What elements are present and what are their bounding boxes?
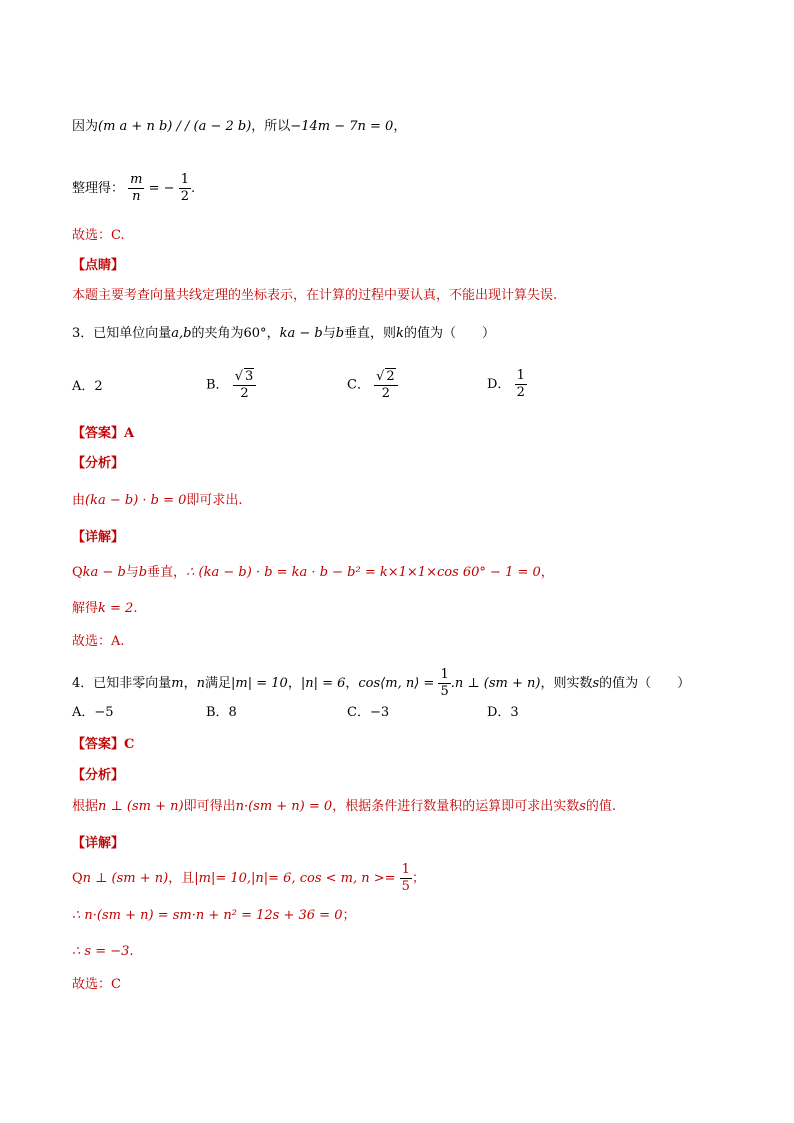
math: s xyxy=(579,799,586,814)
text: 垂直， xyxy=(147,565,187,580)
fraction xyxy=(515,368,527,401)
q4-stem xyxy=(72,667,690,700)
text: ， xyxy=(266,326,280,341)
q3-answer: 【答案】A xyxy=(72,426,135,441)
text: . xyxy=(129,944,134,959)
text: ， xyxy=(287,676,301,691)
math: n xyxy=(196,676,205,691)
math: |n| = 6 xyxy=(300,676,346,691)
denominator: 2 xyxy=(381,386,391,401)
math: |m|= 10,|n|= 6, cos < m, n >= xyxy=(194,871,396,886)
numerator: 1 xyxy=(440,667,449,682)
text: ， xyxy=(345,676,359,691)
q3-option-c xyxy=(347,368,398,402)
denominator: n xyxy=(132,189,141,204)
numerator: 1 xyxy=(180,172,189,187)
text: Q xyxy=(72,565,83,580)
denominator: 2 xyxy=(180,189,189,204)
math: n ⊥ (sm + n) xyxy=(98,799,184,814)
text: 的值为（ ） xyxy=(403,326,495,341)
math: ∴ (ka − b) · b = ka · b − b² = k×1×1×cos 60° − 1 = 0 xyxy=(186,565,541,580)
numerator: 1 xyxy=(401,862,410,877)
text: 的值为（ ） xyxy=(599,676,691,691)
text: ， xyxy=(540,565,554,580)
text: ，且 xyxy=(168,871,195,886)
solution2-line1 xyxy=(72,117,406,137)
q3-option-d xyxy=(487,368,527,401)
math: k xyxy=(396,326,404,341)
vector-parallel-expression: (m a + n b) / / (a − 2 b) xyxy=(98,119,252,134)
text: ，所以 xyxy=(251,119,291,134)
numerator: √ 2 xyxy=(374,368,398,386)
math: ka − b xyxy=(82,565,126,580)
option-label: A． xyxy=(72,379,95,394)
math: ka − b xyxy=(279,326,323,341)
text: 整理得： xyxy=(72,181,125,196)
q3-stem xyxy=(72,324,495,344)
text: 的值. xyxy=(585,799,617,814)
text: ； xyxy=(411,871,425,886)
q3-option-b xyxy=(206,368,256,402)
text: ， xyxy=(183,676,197,691)
text: ， xyxy=(393,119,407,134)
numerator: 1 xyxy=(516,368,525,383)
text: 因为 xyxy=(72,119,99,134)
q4-option-c: C．−3 xyxy=(347,705,390,720)
q4-detail-line1 xyxy=(72,862,425,895)
option-value: 2 xyxy=(94,379,103,394)
fraction xyxy=(179,172,191,205)
denominator: 2 xyxy=(516,385,525,400)
numerator: √ 3 xyxy=(233,368,257,386)
math: cos⟨m, n⟩ = xyxy=(358,676,435,691)
solution2-line2 xyxy=(72,172,195,205)
math: n ⊥ (sm + n) xyxy=(454,676,541,691)
fraction xyxy=(233,368,257,402)
math: b xyxy=(138,565,148,580)
equation: −14m − 7n = 0 xyxy=(290,119,394,134)
text: ，则实数 xyxy=(540,676,593,691)
math: n ⊥ (sm + n) xyxy=(82,871,169,886)
q4-detail-heading: 【详解】 xyxy=(72,836,125,851)
option-label: C． xyxy=(347,377,370,393)
radicand: 2 xyxy=(386,369,395,384)
text: . xyxy=(190,181,196,196)
q4-detail-line3 xyxy=(72,942,134,962)
math: ∴ n·(sm + n) = sm·n + n² = 12s + 36 = 0 xyxy=(72,908,343,923)
text: 与 xyxy=(322,326,336,341)
equals: = − xyxy=(148,181,175,196)
text: 4．已知非零向量 xyxy=(72,676,172,691)
solution2-choice: 故选：C. xyxy=(72,228,125,243)
q4-choice: 故选：C xyxy=(72,977,121,992)
fraction xyxy=(128,172,144,205)
denominator: 5 xyxy=(440,684,449,699)
text: Q xyxy=(72,871,83,886)
q3-analysis xyxy=(72,491,243,511)
text: ，根据条件进行数量积的运算即可求出实数 xyxy=(332,799,580,814)
q4-option-a: A．−5 xyxy=(72,705,114,720)
math: a,b xyxy=(171,326,192,341)
math: s xyxy=(592,676,600,691)
q3-analysis-heading: 【分析】 xyxy=(72,456,125,471)
text: 由 xyxy=(72,493,86,508)
text: 满足 xyxy=(205,676,232,691)
q4-analysis-heading: 【分析】 xyxy=(72,768,125,783)
math: m xyxy=(171,676,184,691)
denominator: 5 xyxy=(401,879,410,894)
text: . xyxy=(133,601,138,616)
math: ∴ s = −3 xyxy=(72,944,130,959)
numerator: m xyxy=(130,172,143,187)
q4-option-d: D．3 xyxy=(487,705,519,720)
q3-detail-line1 xyxy=(72,563,554,583)
q3-detail-line2 xyxy=(72,599,137,619)
q4-analysis xyxy=(72,797,616,817)
text: ； xyxy=(342,908,356,923)
text: 与 xyxy=(125,565,139,580)
q3-option-a xyxy=(72,377,103,397)
q3-choice: 故选：A. xyxy=(72,634,125,649)
fraction xyxy=(438,667,450,700)
math: |m| = 10 xyxy=(231,676,288,691)
math: k = 2 xyxy=(98,601,134,616)
option-label: B． xyxy=(206,377,229,393)
math: n·(sm + n) = 0 xyxy=(235,799,333,814)
text: . xyxy=(450,676,455,691)
q3-detail-heading: 【详解】 xyxy=(72,530,125,545)
q4-answer: 【答案】C xyxy=(72,737,135,752)
text: 的夹角为 xyxy=(191,326,244,341)
q4-option-b: B．8 xyxy=(206,705,237,720)
math: 60° xyxy=(243,326,267,341)
option-label: D． xyxy=(487,377,511,392)
math: b xyxy=(335,326,345,341)
denominator: 2 xyxy=(240,386,249,401)
q4-detail-line2 xyxy=(72,906,356,926)
math: (ka − b) · b = 0 xyxy=(85,493,187,508)
fraction xyxy=(400,862,412,895)
text: 即可得出 xyxy=(183,799,236,814)
radicand: 3 xyxy=(245,369,254,384)
text: 垂直，则 xyxy=(344,326,397,341)
note-heading: 【点睛】 xyxy=(72,258,125,273)
note-text: 本题主要考查向量共线定理的坐标表示，在计算的过程中要认真，不能出现计算失误. xyxy=(72,288,558,303)
text: 即可求出. xyxy=(186,493,243,508)
text: 解得 xyxy=(72,601,99,616)
fraction xyxy=(374,368,398,402)
text: 3．已知单位向量 xyxy=(72,326,172,341)
text: 根据 xyxy=(72,799,99,814)
